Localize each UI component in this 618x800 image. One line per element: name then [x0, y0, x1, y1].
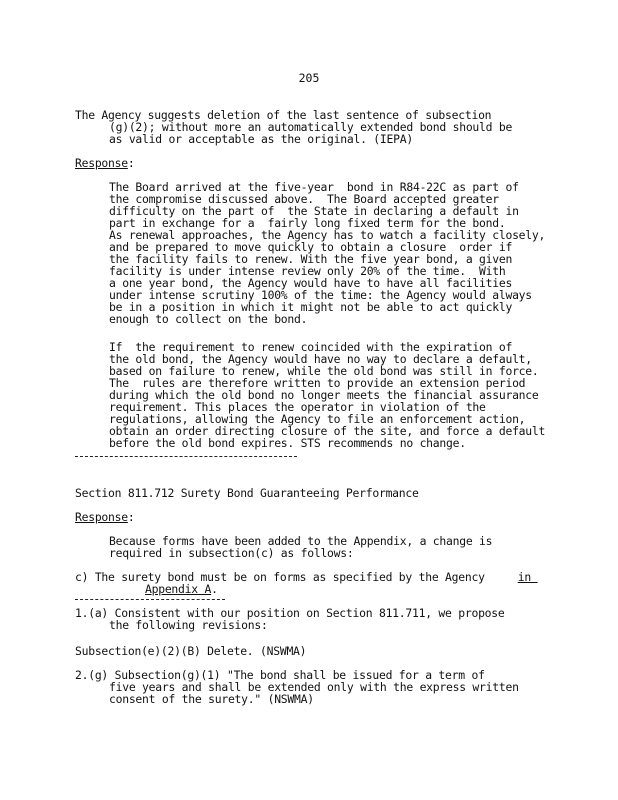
response-heading	[75, 511, 134, 523]
comment-line: 2.(g) Subsection(g)(1) "The bond shall be issued for a term of	[75, 668, 485, 682]
response-para-line: and be prepared to move quickly to obtain a closure order if	[109, 240, 513, 254]
response-para-line: The rules are therefore written to provide an extension period	[109, 376, 526, 390]
rule-text-line	[145, 583, 218, 595]
inserted-text: Appendix A	[145, 582, 212, 596]
response-para-line: during which the old bond no longer meets the financial assurance	[109, 388, 539, 402]
response-para-line: be in a position in which it might not be able to act quickly	[109, 300, 513, 314]
response-para-line: enough to collect on the bond.	[109, 312, 308, 326]
comment-line: Subsection(e)(2)(B) Delete. (NSWMA)	[75, 644, 307, 658]
response-para-line: requirement. This places the operator in violation of the	[109, 400, 486, 414]
response-para-line: obtain an order directing closure of the site, and force a default	[109, 424, 546, 438]
comment-line: the following revisions:	[109, 618, 268, 632]
response-para-line: the old bond, the Agency would have no way to declare a default,	[109, 352, 532, 366]
inserted-text: in	[517, 570, 531, 584]
response-para-line: part in exchange for a fairly long fixed term for the bond.	[109, 216, 506, 230]
response-heading	[75, 157, 134, 169]
section-title: Section 811.712 Surety Bond Guaranteeing Performance	[75, 486, 419, 500]
response-para-line: under intense scrutiny 100% of the time: the Agency would always	[109, 288, 532, 302]
response-para-line: If the requirement to renew coincided with the expiration of	[109, 340, 513, 354]
response-colon: :	[127, 156, 135, 170]
comment-line: The Agency suggests deletion of the last sentence of subsection	[75, 108, 492, 122]
response-colon: :	[127, 510, 135, 524]
response-para-line: before the old bond expires. STS recommends no change.	[109, 436, 466, 450]
comment-line: (g)(2); without more an automatically extended bond should be	[109, 120, 513, 134]
response-para-line: facility is under intense review only 20% of the time. With	[109, 264, 506, 278]
page-number: 205	[298, 71, 320, 85]
response-para-line: difficulty on the part of the State in declaring a default in	[109, 204, 519, 218]
comment-line: consent of the surety." (NSWMA)	[109, 692, 314, 706]
response-para-line: the facility fails to renew. With the five year bond, a given	[109, 252, 513, 266]
response-label: Response	[75, 156, 128, 170]
comment-line: as valid or acceptable as the original. (IEPA)	[109, 132, 413, 146]
response-para-line: Because forms have been added to the Appendix, a change is	[109, 534, 493, 548]
comment-line: five years and shall be extended only with the express written	[109, 680, 519, 694]
response-para-line: The Board arrived at the five-year bond in R84-22C as part of	[109, 180, 519, 194]
response-para-line: As renewal approaches, the Agency has to watch a facility closely,	[109, 228, 546, 242]
rule-text: c) The surety bond must be on forms as specified by the Agency	[75, 570, 485, 584]
response-para-line: required in subsection(c) as follows:	[109, 546, 354, 560]
response-label: Response	[75, 510, 128, 524]
comment-line: 1.(a) Consistent with our position on Section 811.711, we propose	[75, 606, 505, 620]
separator-rule	[75, 599, 225, 600]
rule-text: .	[211, 582, 218, 596]
response-para-line: based on failure to renew, while the old bond was still in force.	[109, 364, 539, 378]
response-para-line: regulations, allowing the Agency to file an enforcement action,	[109, 412, 526, 426]
response-para-line: a one year bond, the Agency would have to have all facilities	[109, 276, 513, 290]
response-para-line: the compromise discussed above. The Board accepted greater	[109, 192, 499, 206]
separator-rule	[75, 456, 297, 457]
